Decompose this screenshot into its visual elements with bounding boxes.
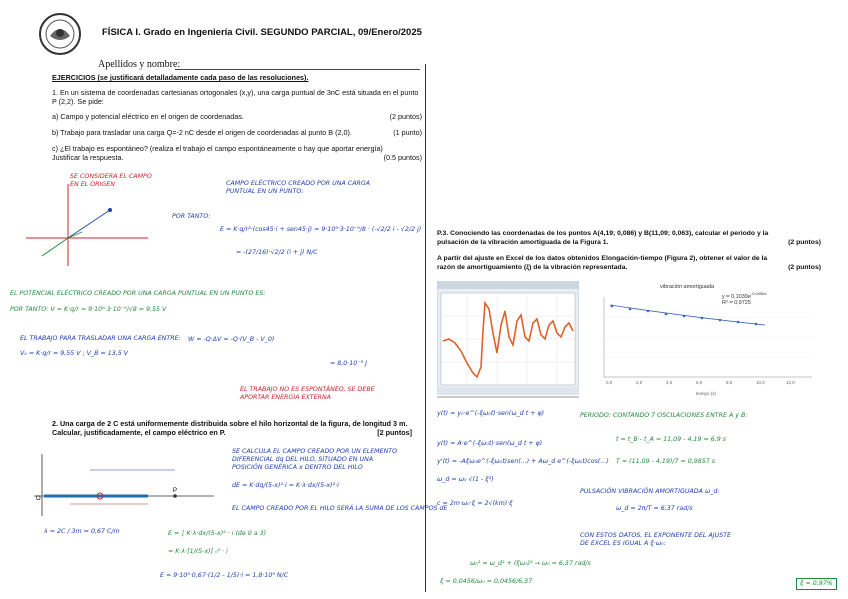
p3-omega-result: ω_d = 2π/T = 6,37 rad/s bbox=[616, 505, 693, 512]
q1-field-calc-2: = -(27/16)·√2/2 (i + j) N/C bbox=[236, 249, 318, 256]
q1-part-c: c) ¿El trabajo es espontáneo? (realiza el trabajo el campo espontáneamente o hay que aportar energía) bbox=[52, 144, 383, 153]
p3-final-answer: ξ = 0,97% bbox=[796, 578, 837, 590]
q1-result: = 8,0·10⁻⁹ J bbox=[330, 360, 368, 367]
page-title: FÍSICA I. Grado en Ingeniería Civil. SEGUNDO PARCIAL, 09/Enero/2025 bbox=[102, 27, 422, 38]
svg-text:2,0: 2,0 bbox=[636, 380, 643, 385]
p3-equation-2: y(t) = A·e^(-ξω₀t)·sen(ω_d t + φ) bbox=[437, 440, 543, 447]
q1-part-a: a) Campo y potencial eléctrico en el origen de coordenadas. bbox=[52, 112, 244, 121]
q1-potential-text: EL POTENCIAL ELÉCTRICO CREADO POR UNA CARGA PUNTUAL EN UN PUNTO ES: bbox=[10, 290, 266, 297]
p3-period-text: PERIODO: CONTANDO 7 OSCILACIONES ENTRE A y B: bbox=[580, 412, 748, 419]
svg-text:10,0: 10,0 bbox=[756, 380, 765, 385]
svg-text:6,0: 6,0 bbox=[696, 380, 703, 385]
figure-2-title: vibración amortiguada bbox=[660, 284, 715, 290]
q1-work-calc: W = -Q·ΔV = -Q·(V_B - V_0) bbox=[188, 336, 275, 343]
p3-statement: P.3. Conociendo las coordenadas de los puntos A(4,19; 0,086) y B(11,09; 0,063), calcular el periodo y la pulsación de la vibración amortiguada de la Figura 1. (2 puntos) A partir del ajuste en Excel de los datos obtenidos Elongación-tiempo (Figura 2), obtener el valor de la razón de amortiguamiento (ξ) de la vibración representada. (2 puntos) bbox=[437, 230, 821, 271]
q1-axes-sketch bbox=[22, 180, 152, 272]
p3-equation-1: y(t) = y₀·e^(-ξω₀t)·sen(ω_d t + φ) bbox=[437, 410, 545, 417]
q1-field-calc: E = K·q/r²·(cos45·i + sen45·j) = 9·10⁹·3·10⁻⁹/8 · (-√2/2 i - √2/2 j) bbox=[220, 226, 422, 233]
figure-2-xlabel: tiempo (s) bbox=[696, 391, 717, 396]
figure-1-oscillation bbox=[437, 281, 579, 395]
university-seal-icon bbox=[38, 12, 82, 56]
p3-period-calc: t = t_B - t_A = 11,09 - 4,19 = 6,9 s bbox=[616, 436, 727, 443]
q1-b-points: (1 punto) bbox=[393, 128, 422, 137]
svg-text:8,0: 8,0 bbox=[726, 380, 733, 385]
name-underline bbox=[175, 69, 420, 70]
svg-text:O: O bbox=[36, 496, 41, 502]
q2-result: E = 9·10⁹·0,67·(1/2 - 1/5)·i = 1,8·10⁹ N/C bbox=[160, 572, 289, 579]
q1-part-b: b) Trabajo para trasladar una carga Q=-2 nC desde el origen de coordenadas al punto B (2,0). bbox=[52, 128, 352, 137]
figure-2-fit bbox=[590, 281, 820, 399]
q2-lambda: λ = 2C / 3m = 0,67 C/m bbox=[44, 528, 120, 535]
p3-equation-5: c = 2m·ω₀·ξ = 2√(km)·ξ bbox=[437, 500, 513, 507]
q2-note: SE CALCULA EL CAMPO CREADO POR UN ELEMENTO DIFERENCIAL dq DEL HILO, SITUADO EN UNA POSICIÓN GENÉRICA x DENTRO DEL HILO bbox=[232, 448, 398, 471]
q1-a-points: (2 puntos) bbox=[389, 112, 422, 121]
q1-work-text: EL TRABAJO PARA TRASLADAR UNA CARGA ENTRE: bbox=[20, 335, 181, 342]
svg-text:P: P bbox=[173, 488, 178, 494]
svg-text:12,0: 12,0 bbox=[786, 380, 795, 385]
p3-period-result: T = (11,09 - 4,19)/7 = 0,9857 s bbox=[616, 458, 716, 465]
svg-text:0,0: 0,0 bbox=[606, 380, 613, 385]
p3-equation-4: ω_d = ω₀ √(1 - ξ²) bbox=[437, 476, 494, 483]
q2-points: [2 puntos] bbox=[377, 428, 412, 437]
q1-c-points: (0.5 puntos) bbox=[383, 153, 422, 162]
p3-damping-calc-2: ξ = 0,0456/ω₀ = 0,0456/6,37 bbox=[440, 578, 533, 585]
p3-equation-3: y'(t) = -Aξω₀e^(-ξω₀t)sen(...) + Aω_d e^(-ξω₀t)cos(...) bbox=[437, 458, 609, 465]
p3-damping-calc: ω₀² = ω_d² + (ξω₀)² → ω₀ = 6,37 rad/s bbox=[470, 560, 591, 567]
figure-2-equation: $y = 0,1039e^{-0,0456x}$ R² = 0,9725 bbox=[722, 291, 767, 306]
exercises-heading: EJERCICIOS (se justificará detalladamente cada paso de las resoluciones). bbox=[52, 73, 309, 82]
q1-por-tanto: POR TANTO: bbox=[172, 213, 211, 220]
q1-intro: 1. En un sistema de coordenadas cartesianas ortogonales (x,y), una carga puntual de 3nC está situada en el punto P (2,2). Se pide: bbox=[52, 88, 419, 106]
p3-points: (2 puntos) bbox=[788, 239, 821, 246]
q2-statement: 2. Una carga de 2 C está uniformemente distribuida sobre el hilo horizontal de la figura, de longitud 3 m. Calcular, justificadamente, el campo eléctrico en P. [2 puntos] bbox=[52, 419, 412, 437]
q2-integral-2: = K·λ·[1/(5-x)] ₀³ · i bbox=[168, 548, 228, 555]
p3-omega-text: PULSACIÓN VIBRACIÓN AMORTIGUADA ω_d: bbox=[580, 488, 720, 495]
q1-work-line2: V₀ = K·q/r = 9,55 V ; V_B = 13,5 V bbox=[20, 350, 129, 357]
figure-1-caption bbox=[437, 396, 579, 398]
p3-points-2: (2 puntos) bbox=[788, 264, 821, 271]
q2-wire-figure bbox=[30, 450, 220, 520]
q1-side-note: SE CONSIDERA EL CAMPO EN EL ORIGEN bbox=[70, 173, 152, 188]
p3-damping-text: CON ESTOS DATOS, EL EXPONENTE DEL AJUSTE DE EXCEL ES IGUAL A ξ·ω₀: bbox=[580, 532, 732, 547]
q2-integral-note: EL CAMPO CREADO POR EL HILO SERÁ LA SUMA DE LOS CAMPOS dE bbox=[232, 505, 448, 512]
q1-conclusion: EL TRABAJO NO ES ESPONTÁNEO, SE DEBE APORTAR ENERGÍA EXTERNA bbox=[240, 386, 375, 401]
q2-diff-field: dE = K·dq/(5-x)²·i = K·λ·dx/(5-x)²·i bbox=[232, 482, 339, 489]
q2-integral: E = ∫ K·λ·dx/(5-x)² · i (de 0 a 3) bbox=[168, 530, 267, 537]
name-label: Apellidos y nombre: bbox=[98, 59, 181, 70]
svg-text:4,0: 4,0 bbox=[666, 380, 673, 385]
q1-field-text: CAMPO ELÉCTRICO CREADO POR UNA CARGA PUNTUAL EN UN PUNTO: bbox=[226, 180, 371, 195]
q1-potential-calc: POR TANTO: V = K·q/r = 9·10⁹·3·10⁻⁹/√8 = 9,55 V bbox=[10, 306, 167, 313]
q1-part-c2: Justificar la respuesta. bbox=[52, 153, 124, 162]
